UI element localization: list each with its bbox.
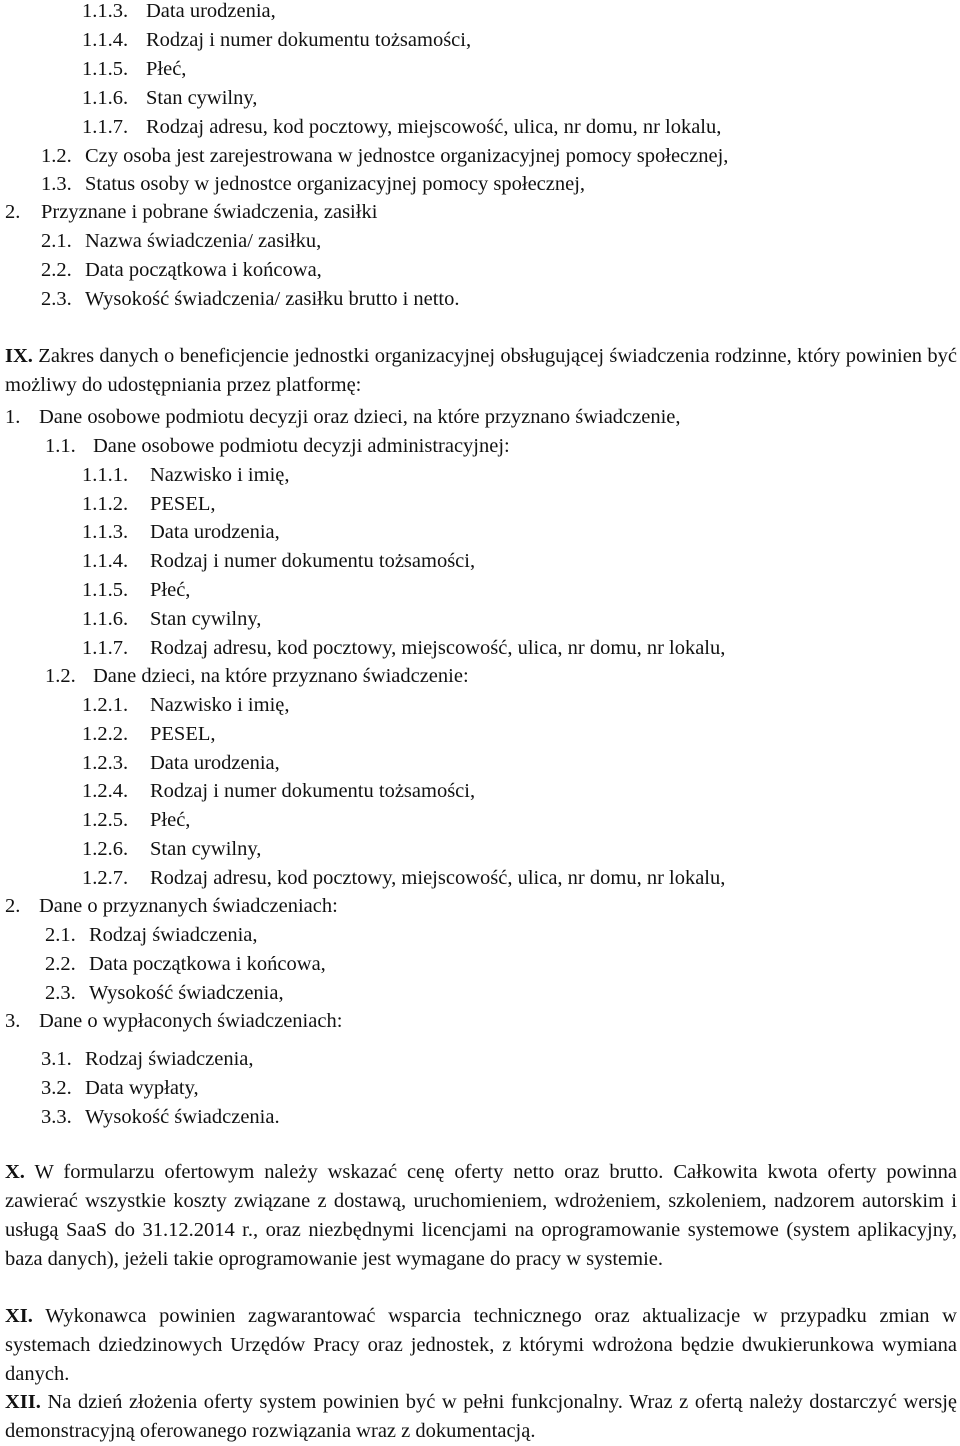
list-item: 1.1.3. Data urodzenia, <box>82 0 276 22</box>
section-ix-heading: IX. Zakres danych o beneficjencie jednostki organizacyjnej obsługującej świadczenia rodzinne, który powinien być możliwy do udostępniania przez platformę: <box>5 345 958 396</box>
section-xi-paragraph: XI. Wykonawca powinien zagwarantować wsparcia technicznego oraz aktualizacje w przypadku zmian w systemach dziedzinowych Urzędów Pracy oraz jednostek, z którymi wdrożona będzie dwukierunkowa wymiana danych. <box>5 1305 957 1385</box>
list-item: 1.1.4. Rodzaj i numer dokumentu tożsamości, <box>82 550 476 572</box>
list-item: 1.2.7. Rodzaj adresu, kod pocztowy, miejscowość, ulica, nr domu, nr lokalu, <box>82 867 726 889</box>
list-item: 1.3. Status osoby w jednostce organizacyjnej pomocy społecznej, <box>41 173 586 195</box>
list-item: 1.2. Czy osoba jest zarejestrowana w jednostce organizacyjnej pomocy społecznej, <box>41 145 729 167</box>
list-item: 1.2.1. Nazwisko i imię, <box>82 694 290 716</box>
list-item: 1.2.5. Płeć, <box>82 809 191 831</box>
list-item: 1.1.1. Nazwisko i imię, <box>82 464 290 486</box>
section-label: IX. <box>5 345 33 367</box>
list-item: 2.1. Rodzaj świadczenia, <box>45 924 258 946</box>
list-item: 2. Przyznane i pobrane świadczenia, zasiłki <box>5 201 378 223</box>
list-item: 1.2.4. Rodzaj i numer dokumentu tożsamości, <box>82 780 476 802</box>
list-item: 1.1.6. Stan cywilny, <box>82 87 258 109</box>
section-label: XI. <box>5 1305 33 1327</box>
section-label: XII. <box>5 1391 41 1413</box>
list-item: 1.1.7. Rodzaj adresu, kod pocztowy, miejscowość, ulica, nr domu, nr lokalu, <box>82 637 726 659</box>
list-item: 3.3. Wysokość świadczenia. <box>41 1106 280 1128</box>
section-label: X. <box>5 1161 25 1183</box>
list-item: 1.2.3. Data urodzenia, <box>82 752 280 774</box>
section-xii-paragraph: XII. Na dzień złożenia oferty system powinien być w pełni funkcjonalny. Wraz z ofertą należy dostarczyć wersję demonstracyjną oferowanego rozwiązania wraz z dokumentacją. <box>5 1391 958 1442</box>
list-item: 1.1.2. PESEL, <box>82 493 216 515</box>
list-item: 1.1.5. Płeć, <box>82 579 191 601</box>
list-item: 3.1. Rodzaj świadczenia, <box>41 1048 254 1070</box>
list-item: 2.3. Wysokość świadczenia, <box>45 982 284 1004</box>
list-item: 3.2. Data wypłaty, <box>41 1077 199 1099</box>
list-item: 1.1. Dane osobowe podmiotu decyzji administracyjnej: <box>45 435 510 457</box>
list-item: 1.2. Dane dzieci, na które przyznano świadczenie: <box>45 665 469 687</box>
list-item: 2.2. Data początkowa i końcowa, <box>45 953 326 975</box>
list-item: 1.1.4. Rodzaj i numer dokumentu tożsamości, <box>82 29 472 51</box>
list-item: 2.2. Data początkowa i końcowa, <box>41 259 322 281</box>
list-item: 1. Dane osobowe podmiotu decyzji oraz dzieci, na które przyznano świadczenie, <box>5 406 681 428</box>
list-item: 1.2.6. Stan cywilny, <box>82 838 262 860</box>
list-item: 1.1.3. Data urodzenia, <box>82 521 280 543</box>
list-item: 2.3. Wysokość świadczenia/ zasiłku brutto i netto. <box>41 288 460 310</box>
list-item: 1.1.5. Płeć, <box>82 58 187 80</box>
list-item: 1.2.2. PESEL, <box>82 723 216 745</box>
list-item: 1.1.7. Rodzaj adresu, kod pocztowy, miejscowość, ulica, nr domu, nr lokalu, <box>82 116 722 138</box>
list-item: 2.1. Nazwa świadczenia/ zasiłku, <box>41 230 322 252</box>
section-x-paragraph: X. W formularzu ofertowym należy wskazać cenę oferty netto oraz brutto. Całkowita kwota oferty powinna zawierać wszystkie koszty związane z dostawą, uruchomieniem, wdrożeniem, szkoleniem, nadzorem autorskim i usługą SaaS do 31.12.2014 r., oraz niezbędnymi licencjami na oprogramowanie systemowe (system aplikacyjny, baza danych), jeżeli takie oprogramowanie jest wymagane do pracy w systemie. <box>5 1161 957 1270</box>
list-item: 2. Dane o przyznanych świadczeniach: <box>5 895 338 917</box>
list-item: 3. Dane o wypłaconych świadczeniach: <box>5 1010 343 1032</box>
list-item: 1.1.6. Stan cywilny, <box>82 608 262 630</box>
